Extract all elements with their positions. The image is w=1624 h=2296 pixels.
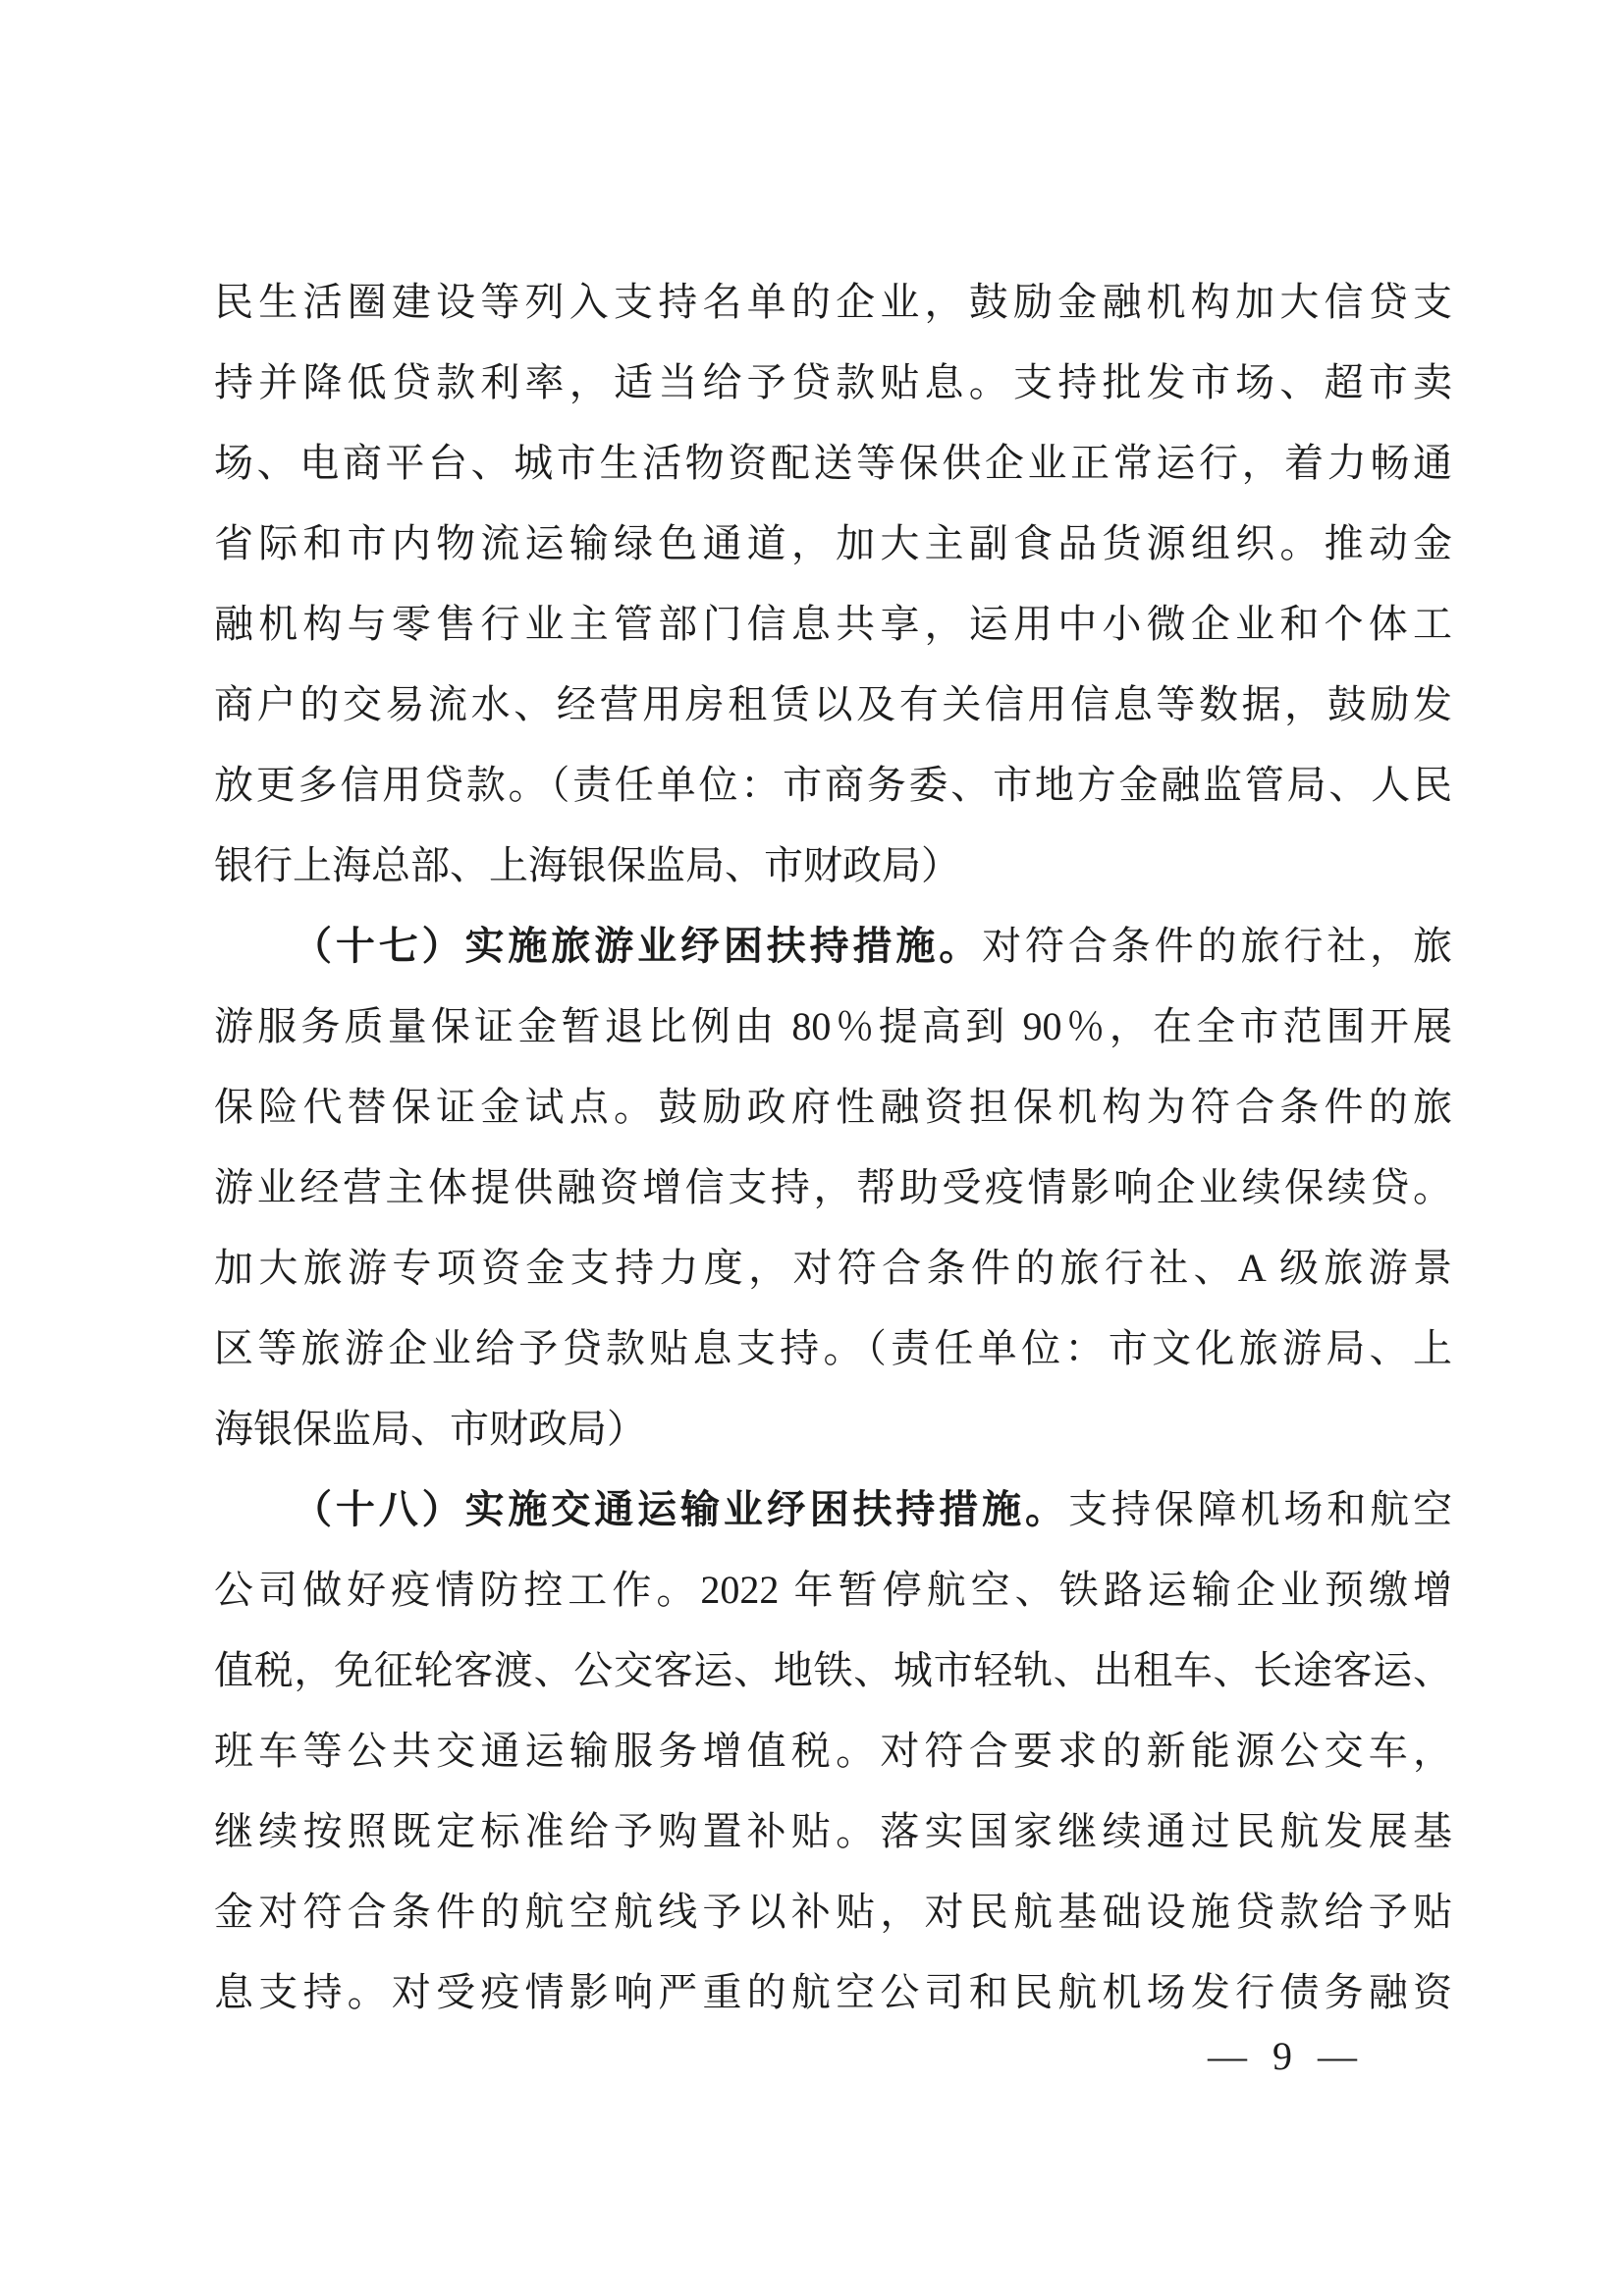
section-body-text: 支持保障机场和航空	[1067, 1487, 1452, 1531]
text-line-paragraph-end: 银行上海总部、上海银保监局、市财政局）	[214, 843, 960, 887]
text-line: 班车等公共交通运输服务增值税。对符合要求的新能源公交车，	[214, 1729, 1452, 1773]
text-line: 息支持。对受疫情影响严重的航空公司和民航机场发行债务融资	[214, 1970, 1452, 2014]
text-line: 金对符合条件的航空航线予以补贴，对民航基础设施贷款给予贴	[214, 1890, 1452, 1934]
text-line: 融机构与零售行业主管部门信息共享，运用中小微企业和个体工	[214, 602, 1452, 646]
text-line: 保险代替保证金试点。鼓励政府性融资担保机构为符合条件的旅	[214, 1085, 1452, 1129]
section-heading-18: （十八）实施交通运输业纾困扶持措施。	[293, 1487, 1068, 1531]
text-line: 持并降低贷款利率，适当给予贷款贴息。支持批发市场、超市卖	[214, 360, 1452, 404]
text-line: 场、电商平台、城市生活物资配送等保供企业正常运行，着力畅通	[214, 441, 1452, 485]
text-line: 继续按照既定标准给予购置补贴。落实国家继续通过民航发展基	[214, 1809, 1452, 1853]
section-body-text: 对符合条件的旅行社，旅	[982, 924, 1452, 968]
text-line: 公司做好疫情防控工作。2022 年暂停航空、铁路运输企业预缴增	[214, 1568, 1452, 1612]
text-line: 商户的交易流水、经营用房租赁以及有关信用信息等数据，鼓励发	[214, 682, 1452, 726]
section-heading-17: （十七）实施旅游业纾困扶持措施。	[293, 924, 983, 968]
document-body	[214, 262, 1452, 2033]
text-line: 放更多信用贷款。（责任单位：市商务委、市地方金融监管局、人民	[214, 763, 1452, 807]
text-line: 区等旅游企业给予贷款贴息支持。（责任单位：市文化旅游局、上	[214, 1326, 1452, 1370]
text-line: 民生活圈建设等列入支持名单的企业，鼓励金融机构加大信贷支	[214, 280, 1452, 324]
text-line: 加大旅游专项资金支持力度，对符合条件的旅行社、A 级旅游景	[214, 1246, 1452, 1290]
text-line-paragraph-end: 海银保监局、市财政局）	[214, 1407, 646, 1451]
text-line: 游服务质量保证金暂退比例由 80％提高到 90％，在全市范围开展	[214, 1004, 1452, 1048]
page-number: — 9 —	[1208, 2034, 1357, 2078]
text-line: 值税，免征轮客渡、公交客运、地铁、城市轻轨、出租车、长途客运、	[214, 1648, 1452, 1692]
text-line-section-18	[214, 1469, 1452, 1550]
text-line: 游业经营主体提供融资增信支持，帮助受疫情影响企业续保续贷。	[214, 1165, 1452, 1209]
text-line: 省际和市内物流运输绿色通道，加大主副食品货源组织。推动金	[214, 521, 1452, 565]
text-line-section-17	[214, 906, 1452, 987]
